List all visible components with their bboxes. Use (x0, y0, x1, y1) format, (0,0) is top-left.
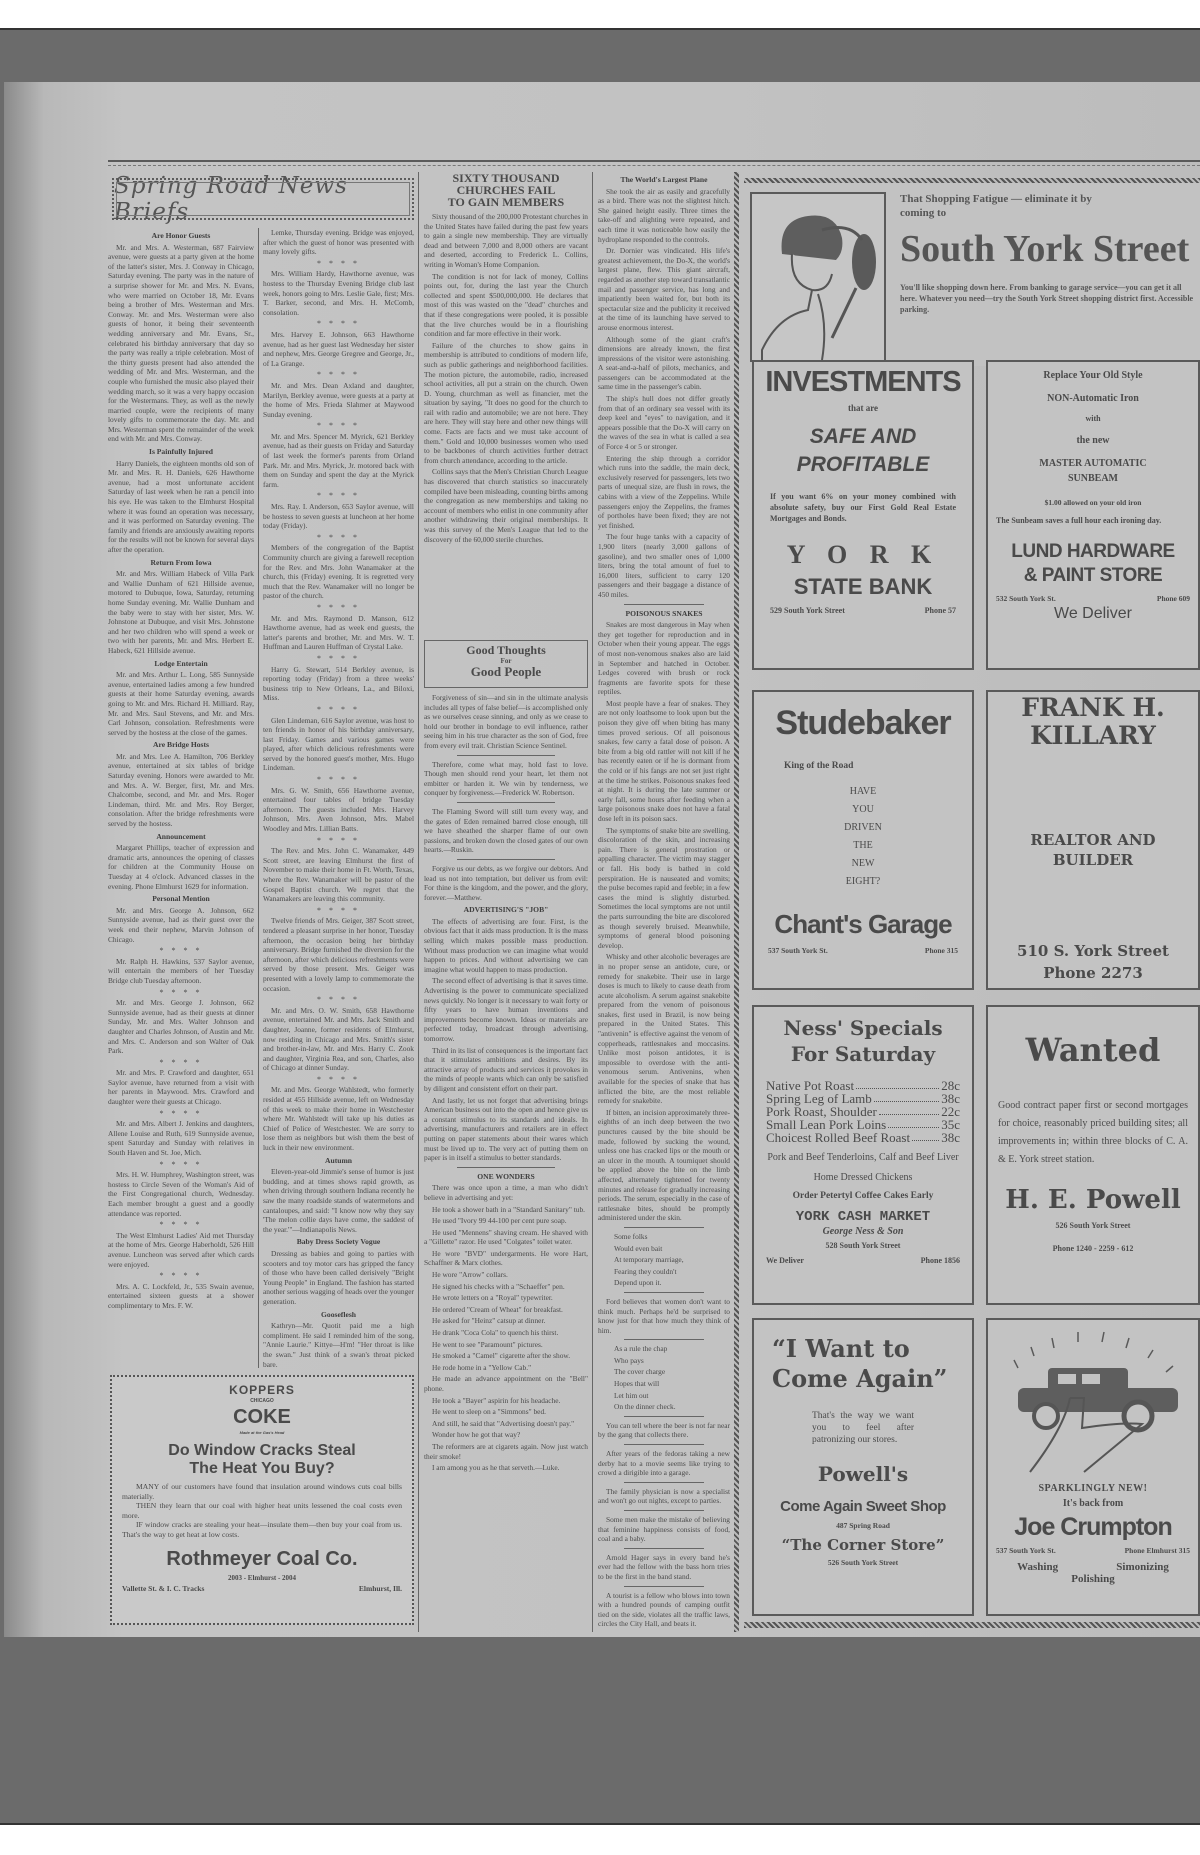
article-paragraph: The Rev. and Mrs. John C. Wanamaker, 449 Scott street, are leaving Elmhurst the first of November to make their home in Ft. Worth, Texas, where the Rev. Wanamaker will be pastor of the Gospel Baptist church. We regret that the Wanamakers are leaving this community. (263, 846, 414, 904)
crumpton-ad (986, 1318, 1200, 1616)
article-paragraph: He ordered "Cream of Wheat" for breakfast. (432, 1304, 563, 1314)
bank-name-york: Y O R K (786, 540, 940, 569)
studebaker-ad (752, 690, 974, 990)
ness-extra-2: Home Dressed Chickens (813, 1172, 913, 1183)
article-paragraph: Twelve friends of Mrs. Geiger, 387 Scott street, tendered a pleasant surprise in her honor, Tuesday afternoon, the occasion being her birthday anniversary. Bridge furnished the diversion for the afternoon, after which delicious refreshments were served by those present. Mrs. Geiger was presented with a lovely lamp to commemorate the occasion. (263, 916, 414, 993)
wanted-title: Wanted (1025, 1031, 1161, 1069)
ness-phone: Phone 1856 (920, 1256, 960, 1265)
article-paragraph: Mr. and Mrs. George A. Johnson, 662 Sunnyside avenue, had as their guest over the week end their nephew, Marvin Johnson of Chicago. (108, 905, 254, 944)
studebaker-question-word: EIGHT? (845, 876, 881, 887)
crumpton-phone: Phone Elmhurst 315 (1124, 1546, 1190, 1555)
crumpton-name: Joe Crumpton (1014, 1513, 1172, 1541)
verse-line: Hopes that will (614, 1379, 660, 1389)
woman-mirror-icon (752, 194, 884, 360)
item-name: Choicest Rolled Beef Roast (766, 1130, 911, 1145)
column-divider (258, 228, 259, 1368)
coal-paragraph: IF window cracks are stealing your heat—insulate them—then buy your coal from us. That's the way to get heat at low costs. (122, 1520, 402, 1539)
south-york-street-ad (744, 178, 1200, 366)
article-paragraph: Lemke, Thursday evening. Bridge was enjoyed, after which the guest of honor was presented with many lovely gifts. (263, 228, 414, 257)
separator-rule (624, 1292, 703, 1293)
york-state-bank-ad (752, 360, 974, 670)
separator-stars: * * * * (159, 1220, 203, 1230)
article-subhead: The World's Largest Plane (620, 175, 708, 184)
separator-stars: * * * * (159, 1057, 203, 1067)
item-price: 35c (941, 1117, 960, 1132)
studebaker-question-word: HAVE (849, 786, 877, 797)
separator-rule (624, 1227, 703, 1228)
south-york-tagline-1: That Shopping Fatigue — eliminate it by (900, 193, 1092, 205)
separator-stars: * * * * (317, 421, 360, 431)
item-name: Pork Roast, Shoulder (766, 1104, 877, 1119)
separator-stars: * * * * (159, 1159, 203, 1169)
article-subhead: Lodge Entertain (154, 658, 208, 668)
separator-stars: * * * * (317, 1074, 360, 1084)
item-price: 22c (941, 1104, 960, 1119)
article-paragraph: Entering the ship through a corridor which runs into the saddle, the main deck, exclusively reserved for passengers, lets two parts of unequal size, are flush in rows, the cabins with a view of the Zeppelins. While passengers enjoy the Zeppelins, the frames of portholes have been fixed; they are not yet finished. (598, 453, 730, 530)
separator-rule (457, 755, 555, 756)
article-paragraph: Whisky and other alcoholic beverages are in no proper sense an antidote, cure, or remedy for snakebite. Their use in large doses is much to likely to cause death from acute alcoholism. A serum against snakebite prepared from the venom of poisonous snakes, first used in Brazil, is now being prepared in the United States. This "antivenin" is effective against the venom of copperheads, rattlesnakes and moccasins. Unlike most poison antidotes, it is impossible to overdose with the anti-venomous serum. Antivenins, when available for the species of snake that has inflicted the bite, are the most reliable remedy for snakebite. (598, 952, 730, 1106)
price-row (766, 1131, 960, 1144)
south-york-tagline-2: coming to (900, 207, 947, 219)
article-paragraph: Members of the congregation of the Baptist Community church are giving a farewell reception for the Rev. and Mrs. John Wanamaker at the church, this (Friday) evening. It is regretted very much that the Rev. Wanamaker will no longer be pastor of the church. (263, 543, 414, 601)
article-paragraph: He wrote letters on a "Royal" typewriter. (432, 1293, 553, 1303)
ornamental-border (744, 178, 1200, 183)
sweet-shop-title: Come Again Sweet Shop (780, 1498, 946, 1515)
article-paragraph: Mrs. Harvey E. Johnson, 663 Hawthorne avenue, had as her guest last Wednesday her sister and nephew, Mrs. George Gregree and George, Jr., of La Grange. (263, 329, 414, 368)
article-paragraph: He made an advance appointment on the "Bell" phone. (424, 1374, 588, 1393)
dot-leader (856, 1088, 939, 1089)
article-paragraph: Mrs. William Hardy, Hawthorne avenue, was hostess to the Thursday Evening Bridge club last week, honors going to Mrs. Leslie Gale, first; Mrs. T. Barker, second, and Mrs. H. McComb, consolation. (263, 269, 414, 317)
article-paragraph: I am among you as he that serveth.—Luke. (432, 1463, 560, 1473)
article-paragraph: After years of the fedoras taking a new derby hat to a movie seems like trying to crowd a dirigible into a garage. (598, 1449, 730, 1478)
article-paragraph: And lastly, let us not forget that advertising brings American business out into the open and hence give us a constant stimulus to its standards and ideals. In advertising, manufacturers and retailers are in effect putting on paper statements about their wares which must be lived up to. The very act of putting them on paper is in itself a stimulus to better standards. (424, 1095, 588, 1163)
article-paragraph: Mr. and Mrs. George Wahlstedt, who formerly resided at 455 Hillside avenue, left on Wednesday of this week to make their home in Westchester where Mr. Wahlstedt will take up his duties as Chief of Police of Westchester. We are sorry to lose them as neighbors but wish them the best of luck in their new environment. (263, 1085, 414, 1153)
hardware-address: 532 South York St. (996, 594, 1056, 603)
coal-city: Elmhurst, Ill. (358, 1583, 402, 1593)
plane-snakes-column (598, 172, 730, 1628)
article-paragraph: He asked for "Heinz" catsup at dinner. (432, 1316, 546, 1326)
article-paragraph: He took a "Bayer" aspirin for his headache. (432, 1395, 561, 1405)
article-paragraph: Forgiveness of sin—and sin in the ultimate analysis includes all types of false belief—is accomplished only as we ourselves cease sinning, and only as we cease to hold our brother in bondage to evil influence, rather seeing him in his true character as the son of God, free from every evil trait. Christian Science Sentinel. (424, 693, 588, 750)
article-subhead: Gooseflesh (320, 1309, 356, 1319)
article-paragraph: He smoked a "Camel" cigarette after the show. (432, 1351, 571, 1361)
separator-stars: * * * * (317, 995, 360, 1005)
article-paragraph: Mr. and Mrs. Raymond D. Manson, 612 Hawthorne avenue, had as week end guests, the latter's parents and brother, Mr. and Mrs. W. T. Huffman and Lauren Huffman of Crystal Lake. (263, 613, 414, 652)
article-paragraph: And still, he said that "Advertising doesn't pay." (432, 1418, 575, 1428)
separator-rule (624, 1416, 703, 1417)
coal-paragraph: THEN they learn that our coal with higher heat units lessened the coal costs even more. (122, 1501, 402, 1520)
verse-line: Let him out (614, 1390, 649, 1400)
article-paragraph: He used "Mennens" shaving cream. He shaved with a "Gillette" razor. He used "Colgates" toilet water. (424, 1227, 588, 1247)
article-paragraph: Mr. and Mrs. O. W. Smith, 658 Hawthorne avenue, entertained Mr. and Mrs. Jack Smith and daughter, Joanne, former residents of Elmhurst, now residing in Chicago and Mrs. Smith's sister and brother-in-law, Mr. and Mrs. Harry C. Zook and daughter, Virginia Rea, and son, Charles, also of Chicago at dinner Sunday. (263, 1005, 414, 1073)
article-paragraph: The symptoms of snake bite are swelling, discoloration of the skin, and increasing pain. There is general prostration or appalling character. The victim may stagger or fall. His body is bathed in cold perspiration. He is nauseated and vomits; the pulse becomes rapid and feeble; in a few cases the mind is slightly disturbed. Sometimes the local symptoms are not until the parts surrounding the bite are discolored as though severely bruised. Meanwhile, symptoms of general blood poisoning develop. (598, 825, 730, 950)
studebaker-dealer: Chant's Garage (774, 909, 952, 939)
bank-name-state-bank: STATE BANK (793, 574, 933, 599)
separator-rule (457, 1167, 555, 1168)
article-subhead: ADVERTISING'S "JOB" (463, 905, 549, 915)
separator-rule (624, 1482, 703, 1483)
article-paragraph: He drank "Coca Cola" to quench his thirst. (432, 1328, 559, 1338)
wanted-name: H. E. Powell (1005, 1185, 1181, 1215)
hardware-body: The Sunbeam saves a full hour each ironing day. (996, 516, 1162, 525)
article-paragraph: He wore "BVD" undergarments. He wore Hart, Schaffner & Marx clothes. (424, 1248, 588, 1268)
article-paragraph: Mrs. G. W. Smith, 656 Hawthorne avenue, entertained four tables of bridge Tuesday afternoon. The guests included Mrs. Harvey Johnson, Mrs. Aven Johnson, Mrs. Mabel Woodley and Mrs. Lillian Batts. (263, 785, 414, 834)
article-paragraph: Sixty thousand of the 200,000 Protestant churches in the United States have failed during the past few years to gain a single new membership. They are virtually dead and between 7,000 and 8,000 others are vacant and deserted, according to Frederick L. Collins, writing in Woman's Home Companion. (424, 212, 588, 269)
good-thoughts-title-1: Good Thoughts (466, 643, 546, 657)
verse-line: At temporary marriage, (614, 1255, 684, 1265)
sweet-shop-quote-2: Come Again” (772, 1364, 948, 1393)
ness-store-name: YORK CASH MARKET (795, 1209, 931, 1225)
hardware-line-6: SUNBEAM (1067, 473, 1118, 484)
verse-line: Who pays (614, 1355, 644, 1365)
crumpton-line-1: SPARKLINGLY NEW! (1038, 1483, 1148, 1494)
article-subhead: Personal Mention (152, 894, 210, 904)
verse-line: On the dinner check. (614, 1402, 676, 1412)
article-paragraph: Harry G. Stewart, 514 Berkley avenue, is reporting today (Friday) from a three weeks' business trip to New Orleans, La., and Biloxi, Miss. (263, 664, 414, 703)
coal-address: Vallette St. & I. C. Tracks (122, 1583, 205, 1593)
coal-advertisement (110, 1375, 414, 1625)
dot-leader (874, 1101, 939, 1102)
verse-line: Would even bait (614, 1243, 663, 1253)
dot-leader (888, 1127, 939, 1128)
separator-rule (457, 859, 555, 860)
article-paragraph: Mr. and Mrs. Lee A. Hamilton, 706 Berkley avenue, entertained at six tables of bridge Saturday evening. Honors were awarded to Mr. and Mrs. A. W. Berger, first, Mr. and Mrs. Chalcombe, second, and Mr. and Mrs. Roger Lindeman, third. Mr. and Mrs. Roy Berger, consolation. After the bridge refreshments were served by the hostess. (108, 751, 254, 829)
verse-line: Depend upon it. (614, 1278, 662, 1288)
studebaker-question-word: YOU (852, 804, 874, 815)
article-paragraph: Mr. Ralph H. Hawkins, 537 Saylor avenue, will entertain the members of her Tuesday Bridge club Tuesday afternoon. (108, 956, 254, 985)
article-paragraph: Third in its list of consequences is the important fact that it stimulates ambitions and desires. By its attractive array of products and services it provokes in the minds of people wants which can only be satisfied by diligent and consistent effort on their part. (424, 1045, 588, 1093)
ness-deliver: We Deliver (766, 1256, 804, 1265)
verse-line: The cover charge (614, 1367, 666, 1377)
separator-rule (624, 1444, 703, 1445)
section-title: Spring Road News Briefs (114, 173, 348, 225)
killary-name-1: FRANK H. (1021, 693, 1165, 722)
article-paragraph: The family physician is now a specialist and won't go out nights, except to parties. (598, 1486, 730, 1506)
article-paragraph: Mr. and Mrs. Arthur L. Long, 585 Sunnyside avenue, entertained ladies among a few hundred guests at their home Saturday evening, awards going to Mr. and Mrs. Richard H. Milliard. Ray, Mr. and Mrs. Saul Stevens, and Mr. and Mrs. Carl Johnson, consolation. Refreshments were served by the hostess at the close of the games. (108, 670, 254, 737)
article-paragraph: The West Elmhurst Ladies' Aid met Thursday at the home of Mrs. George Haberholdt, 526 Hill avenue. Luncheon was served after which cards were enjoyed. (108, 1230, 254, 1269)
article-subhead: Are Honor Guests (151, 231, 211, 240)
article-paragraph: Although some of the giant craft's dimensions are already known, the first impressions of the visitor were astonishing. A seat-and-a-half of pilots, mechanics, and passengers can be accommodated at the same time in the passenger's cabin. (598, 334, 730, 392)
verse-line: As a rule the chap (614, 1344, 668, 1354)
dot-leader (912, 1140, 939, 1141)
hardware-offer: $1.00 allowed on your old iron (1044, 498, 1142, 507)
hardware-line-5: MASTER AUTOMATIC (1039, 458, 1147, 469)
studebaker-tagline: King of the Road (784, 761, 854, 771)
item-price: 38c (941, 1130, 960, 1145)
dot-leader (879, 1114, 939, 1115)
crumpton-service-polishing: Polishing (1071, 1573, 1115, 1585)
article-paragraph: Some men make the mistake of believing that feminine happiness consists of food, coal and a baby. (598, 1515, 730, 1544)
hardware-phone: Phone 609 (1156, 594, 1190, 603)
news-column-left-b (263, 228, 414, 1368)
bank-phone: Phone 57 (924, 606, 956, 615)
separator-stars: * * * * (317, 370, 360, 380)
separator-stars: * * * * (317, 653, 360, 663)
article-paragraph: He wore "Arrow" collars. (432, 1270, 508, 1280)
south-york-body: You'll like shopping down here. From banking to garage service—you can get it all here. Whatever you need—try the South York Street shopping district first. Accessible parking. (900, 283, 1194, 314)
article-paragraph: Therefore, come what may, hold fast to love. Though men should rend your heart, let them not embitter or harden it. We win by tenderness, we conquer by forgiveness.—Frederick W. Robertson. (424, 759, 588, 798)
killary-ad (986, 690, 1200, 990)
crumpton-service-washing: Washing (1017, 1561, 1059, 1573)
article-paragraph: Wonder how he got that way? (432, 1430, 521, 1440)
article-paragraph: Forgive us our debts, as we forgive our debtors. And lead us not into temptation, but deliver us from evil: For thine is the kingdom, and the power, and the glory, forever.—Matthew. (424, 863, 588, 902)
article-paragraph: The four huge tanks with a capacity of 1,900 liters (nearly 3,000 gallons of gasoline), and two smaller ones of 1,000 liters, bring the total amount of fuel to 16,000 liters, sufficient to carry 120 passengers and their baggage a distance of 450 miles. (598, 532, 730, 599)
sweet-shop-store-2: “The Corner Store” (781, 1536, 945, 1554)
article-paragraph: The Flaming Sword will still turn every way, and the gates of Eden remained barred close enough, till we have sheathed the sharper flame of our own passions, and broken down the closed gates of our own hearts.—Ruskin. (424, 806, 588, 855)
separator-stars: * * * * (317, 775, 360, 785)
article-paragraph: He went to sleep on a "Simmons" bed. (432, 1407, 547, 1417)
studebaker-question-word: NEW (851, 858, 875, 869)
article-paragraph: Snakes are most dangerous in May when they get together for reproduction and in October when their young appear. The eggs of most non-venomous snakes also are laid in September and hatched in October. Ledges covered with brush or rock fragments are favorite spots for these reptiles. (598, 620, 730, 697)
bank-profitable: PROFITABLE (796, 453, 930, 476)
sweet-shop-ad (752, 1318, 974, 1616)
koppers-logo-top: KOPPERS (229, 1383, 295, 1397)
separator-stars: * * * * (317, 258, 360, 268)
separator-rule (624, 1510, 703, 1511)
article-paragraph: The ship's hull does not differ greatly from that of an ordinary sea vessel with its deep keel and "eyes" to navigation, and it appears possible that the Do-X will carry on the waves of the sea in what is called a sea of Force 4 or 5 or stronger. (598, 394, 730, 452)
article-paragraph: She took the air as easily and gracefully as a bird. There was not the slightest hitch. She gained height easily. Three times the take-off and alighting were repeated, and each time it was noticeable how easily the hydroplane responded to the controls. (598, 186, 730, 244)
article-subhead: POISONOUS SNAKES (625, 608, 703, 618)
article-paragraph: Dr. Dornier was vindicated. His life's greatest achievement, the Do-X, the world's largest plane, flew. This giant aircraft, regarded as another step toward transatlantic mail and passenger service, has long and impatiently been waited for, but both its spectacular size and the publicity it received at the time of its launching have served to arouse enormous interest. (598, 246, 730, 332)
article-paragraph: He rode home in a "Yellow Cab." (432, 1362, 532, 1372)
item-price: 38c (941, 1091, 960, 1106)
separator-stars: * * * * (317, 491, 360, 501)
churches-headline-1: SIXTY THOUSAND (452, 172, 560, 185)
hardware-line-3: with (1085, 414, 1101, 423)
wanted-body: Good contract paper first or second mortgages for choice, reasonably priced building sites; all improvements in; within three blocks of C. A. & E. York street station. (998, 1100, 1188, 1165)
ness-title-1: Ness' Specials (783, 1016, 943, 1040)
separator-stars: * * * * (317, 835, 360, 845)
sweet-shop-body: That's the way we want you to feel after patronizing our stores. (812, 1411, 914, 1445)
ness-title-2: For Saturday (790, 1042, 936, 1066)
studebaker-question-word: THE (853, 840, 873, 851)
good-thoughts-title-2: For (500, 657, 512, 665)
article-paragraph: Mr. and Mrs. Spencer M. Myrick, 621 Berkley avenue, had as their guests on Friday and Saturday of last week the former's parents from Orland Park. Mr. and Mrs. Myrick, Jr. motored back with them on Sunday and spent the day at the Myrick farm. (263, 431, 414, 489)
ornamental-border (744, 1622, 1200, 1628)
ness-extra-1: Pork and Beef Tenderloins, Calf and Beef Liver (767, 1152, 959, 1163)
ness-specials-ad (752, 1005, 974, 1305)
killary-role-2: BUILDER (1052, 851, 1134, 869)
sweet-shop-quote-1: “I Want to (772, 1334, 910, 1363)
article-paragraph: He went to see "Paramount" pictures. (432, 1339, 543, 1349)
article-paragraph: Mr. and Mrs. Albert J. Jenkins and daughters, Allene Louise and Ruth, 619 Sunnyside avenue, spent Saturday and Sunday with relatives in South Haven and St. Joe, Mich. (108, 1119, 254, 1158)
article-paragraph: Mrs. A. C. Lockfeld, Jr., 535 Swain avenue, entertained sixteen guests at a shower complimentary to Mrs. F. W. (108, 1281, 254, 1310)
killary-name-2: KILLARY (1030, 721, 1156, 750)
article-paragraph: Most people have a fear of snakes. They are not only loathsome to look upon but the poison they give off when biting has many times proved serious. Of all poisonous snakes, few carry a fatal dose of poison. A bite from a big old rattler will not kill if he has recently eaten or if he is dormant from the cold or if his fangs are not set just right at the time he strikes. Poisonous snakes feed at night. It is during the late summer or early fall, some hours after feeding when a large poisonous snake does not have a fatal dose left in its poison sacs. (598, 698, 730, 823)
hardware-deliver: We Deliver (1054, 605, 1132, 622)
separator-rule (624, 604, 703, 605)
article-paragraph: Arnold Hager says in every band he's ever had the fellow with the bass horn tries to be the first in the band stand. (598, 1552, 730, 1581)
crumpton-address: 537 South York St. (996, 1546, 1056, 1555)
article-paragraph: Mr. and Mrs. P. Crawford and daughter, 651 Saylor avenue, have returned from a visit with her parents in Maywood. Mrs. Crawford and daughter were their guests at Chicago. (108, 1068, 254, 1107)
article-paragraph: The condition is not for lack of money, Collins points out, for, during the last year the Church collected and spent $500,000,000. He declares that most of this was wasted on the "dead" churches and that if these congregations were pooled, it is possible that the live churches would be in a flourishing condition and far more effective in their work. (424, 271, 588, 339)
article-paragraph: Dressing as babies and going to parties with scooters and toy motor cars has gripped the fancy of those who have been called derisively "Bright Young People" in England. The fashion has started another serious wagging of heads over the younger generation. (263, 1248, 414, 1306)
article-paragraph: He took a shower bath in a "Standard Sanitary" tub. (432, 1204, 585, 1214)
studebaker-question (754, 783, 972, 891)
item-name: Small Lean Pork Loins (766, 1117, 887, 1132)
article-paragraph: The effects of advertising are four. First, is the obvious fact that it aids mass production. It is the mass selling which makes possible mass production. Without mass production we can imagine what would happen to prices. And without advertising we can imagine what would happen to mass production. (424, 916, 588, 974)
article-paragraph: Failure of the churches to show gains in membership is attributed to conditions of modern life, such as public gatherings and neighborhood facilities. The motion picture, the automobile, radio, increased school activities, all put a strain on the church. Owen D. Young, churchman as well as financier, met the situation by saying, "It does no good for the church to rail with radio and automobile; we are not here. They are here. They will stay here and other new things will come. Facts are facts and we must take account of them." Gold and 10,000 businesses women who used to be backbones of church activities further detract from church attendance, according to the article. (424, 340, 588, 465)
killary-phone: Phone 2273 (1043, 964, 1143, 982)
coke-logo: COKE (233, 1406, 291, 1428)
article-paragraph: Glen Lindeman, 616 Saylor avenue, was host to ten friends in honor of his birthday anniversary, last Friday. Games and various games were played, after which delicious refreshments were served by the honored guest's mother, Mrs. Hugo Lindeman. (263, 715, 414, 773)
lund-hardware-ad (986, 360, 1200, 670)
article-paragraph: Mr. and Mrs. William Habeck of Villa Park and Wallie Dunham of 621 Hillside avenue, motored to Dubuque, Iowa, Saturday, returning home Sunday evening. Mr. Wallie Dunham and the baby were to stay with her sister, Mrs. W. Johnstone at Dubuque, and visit Mrs. Johnstone and her two children who will spend a week or two with her parents, Mr. and Mrs. Herbert E. Habeck, 621 Hillside avenue. (108, 569, 254, 655)
separator-stars: * * * * (159, 987, 203, 997)
separator-stars: * * * * (159, 1108, 203, 1118)
separator-stars: * * * * (159, 946, 203, 956)
article-paragraph: Eleven-year-old Jimmie's sense of humor is just budding, and at times shows rapid growth, as when driving through southern Indiana recently he saw the many roadside stands of watermelons and cantaloupes, and said: "I know now why they say 'The melon collie days have come, the saddest of the year.'"—Indianapolis News. (263, 1167, 414, 1234)
article-paragraph: Mrs. H. W. Humphrey, Washington street, was hostess to Circle Seven of the Woman's Aid of the First Congregational church, Wednesday. Each member brought a guest and a goodly attendance was reported. (108, 1170, 254, 1218)
sweet-shop-address-1: 487 Spring Road (836, 1521, 890, 1530)
killary-address: 510 S. York Street (1017, 942, 1169, 960)
article-subhead: Baby Dress Society Vogue (296, 1237, 381, 1247)
article-paragraph: He signed his checks with a "Schaeffer" pen. (432, 1281, 565, 1291)
car-in-hand-icon (998, 1328, 1188, 1478)
sweet-shop-name: Powell's (817, 1462, 909, 1486)
bank-subline: that are (847, 403, 879, 413)
coal-company: Rothmeyer Coal Co. (166, 1547, 358, 1570)
article-paragraph: The reformers are at cigarets again. Now just watch their smoke! (424, 1441, 588, 1461)
item-price: 28c (941, 1078, 960, 1093)
ness-extra-3: Order Petertyl Coffee Cakes Early (792, 1191, 934, 1201)
separator-stars: * * * * (317, 532, 360, 542)
studebaker-address: 537 South York St. (768, 946, 828, 955)
churches-headline-2: CHURCHES FAIL (456, 183, 556, 197)
article-paragraph: Ford believes that women don't want to think much. Perhaps he'd be surprised to know just for that how much they think of him. (598, 1296, 730, 1335)
article-paragraph: Mrs. Ray. I. Anderson, 653 Saylor avenue, will be hostess to seven guests at luncheon at her home today (Friday). (263, 502, 414, 531)
article-subhead: Announcement (156, 831, 206, 841)
hardware-line-4: the new (1076, 435, 1110, 446)
ness-address: 528 South York Street (825, 1241, 901, 1250)
article-subhead: ONE WONDERS (477, 1171, 535, 1181)
column-divider (592, 172, 593, 1632)
middle-column-lower (424, 693, 588, 1628)
separator-stars: * * * * (317, 319, 360, 329)
hardware-line-2: NON-Automatic Iron (1047, 393, 1139, 404)
article-paragraph: The second effect of advertising is that it saves time. Advertising is the power to communicate specialized news quickly. No longer is it necessary to wait forty or fifty years to have human inventions and improvements become known. Ideas or materials are perfected today, broadcast through advertising, tomorrow. (424, 976, 588, 1043)
article-paragraph: You can tell where the beer is not far near by the gang that collects there. (598, 1420, 730, 1440)
separator-stars: * * * * (317, 704, 360, 714)
hardware-name-1: LUND HARDWARE (1011, 541, 1175, 562)
separator-rule (624, 1586, 703, 1587)
coal-body (112, 1478, 412, 1540)
coal-headline-2: The Heat You Buy? (189, 1460, 335, 1477)
column-divider (418, 172, 419, 1632)
coal-phones: 2003 - Elmhurst - 2004 (227, 1573, 297, 1582)
woman-with-mirror-illustration (750, 192, 886, 362)
item-name: Native Pot Roast (766, 1078, 855, 1093)
separator-rule (624, 1548, 703, 1549)
coke-logo-tagline: Made at the Gas's Head (239, 1430, 285, 1435)
verse-line: Fearing they couldn't (614, 1266, 677, 1276)
separator-stars: * * * * (317, 905, 360, 915)
wanted-address: 526 South York Street (1055, 1221, 1131, 1230)
article-paragraph: A tourist is a fellow who blows into town with a hundred pounds of camping outfit tied on the side, violates all the traffic laws, circles the City Hall, and beats it. (598, 1590, 730, 1628)
article-paragraph: There was once upon a time, a man who didn't believe in advertising and yet: (424, 1183, 588, 1202)
bank-body: If you want 6% on your money combined with absolute safety, buy our First Gold Real Estate Mortgages and Bonds. (770, 492, 956, 523)
south-york-title: South York Street (900, 228, 1190, 270)
ness-price-list (754, 1067, 972, 1144)
studebaker-phone: Phone 315 (924, 946, 958, 955)
churches-headline-3: TO GAIN MEMBERS (447, 195, 565, 209)
separator-rule (457, 802, 555, 803)
separator-rule (624, 1339, 703, 1340)
top-column-rule (108, 160, 1200, 166)
bank-safe: SAFE AND (809, 425, 917, 448)
article-paragraph: Harry Daniels, the eighteen months old son of Mr. and Mrs. R. H. Daniels, 626 Hawthorne avenue, had a most unfortunate accident Saturday of last week when he ran a pencil into his eye. He was taken to the Elmhurst Hospital where it was found an operation was necessary, and it was performed on Saturday evening. The family and friends are anxiously awaiting reports for the results will not be known for several days after the operation. (108, 458, 254, 554)
article-subhead: Autumn (324, 1155, 352, 1165)
wanted-phone: Phone 1240 - 2259 - 612 (1052, 1244, 1134, 1253)
article-paragraph: Mr. and Mrs. George J. Johnson, 662 Sunnyside avenue, had as their guests at dinner Sunday, Mr. and Mrs. Walter Johnson and daughter and Charles Johnson, of Austin and Mr. and Mrs. C. Anderson and son Walter of Oak Park. (108, 998, 254, 1056)
article-paragraph: Kathryn—Mr. Quotit paid me a high compliment. He said I reminded him of the song, "Annie Laurie." Kittye—H'm! "Her throat is like the swan." Just think of a swan's throat picked bare. (263, 1321, 414, 1368)
sweet-shop-address-2: 526 South York Street (827, 1558, 899, 1567)
article-subhead: Is Painfully Injured (148, 447, 213, 457)
verse-line: Some folks (614, 1231, 648, 1241)
article-paragraph: Margaret Phillips, teacher of expression and dramatic arts, announces the opening of classes for children at the Community House on Tuesday at 4 o'clock. Advanced classes in the evening. Phone Elmhurst 1629 for information. (108, 843, 254, 891)
crumpton-service-simonizing: Simonizing (1116, 1561, 1169, 1573)
studebaker-question-word: DRIVEN (844, 822, 882, 833)
koppers-logo-city: CHICAGO (250, 1398, 274, 1404)
article-paragraph: If bitten, an incision approximately three-eighths of an inch deep between the two punctures caused by the bite should be made, followed by sucking the wound, unless one has cracked lips or the mouth or an ulcer in the mouth. A tourniquet should be applied above the bite on the limb affected, alternately tightened for twenty minutes and release for gradually increasing periods. The serum, especially in the case of rattlesnake bites, should be promptly administered under the skin. (598, 1107, 730, 1223)
separator-stars: * * * * (317, 602, 360, 612)
studebaker-brand: Studebaker (775, 704, 951, 742)
separator-stars: * * * * (159, 1271, 203, 1281)
item-name: Spring Leg of Lamb (766, 1091, 872, 1106)
ness-owner: George Ness & Son (822, 1226, 904, 1237)
good-thoughts-title-3: Good People (470, 664, 542, 679)
news-column-left-a (108, 228, 254, 1368)
churches-article (424, 172, 588, 612)
article-paragraph: Mr. and Mrs. Dean Axland and daughter, Marilyn, Berkley avenue, were guests at a party at the home of Mrs. Frieda Slahmer at Maywood Sunday evening. (263, 380, 414, 419)
bank-address: 529 South York Street (770, 606, 845, 615)
hardware-name-2: & PAINT STORE (1023, 565, 1163, 586)
article-paragraph: Mr. and Mrs. A. Westerman, 687 Fairview avenue, were guests at a party given at the home of the latter's sister, Mrs. J. Conway in Chicago, Saturday evening. The party was in the nature of a surprise shower for Mr. and Mrs. N. Evans, who were married on October 18, Mr. Evans being a brother of Mrs. Westerman and Mrs. Conway. Mr. and Mrs. Westerman were also guests of honor, it being their seventeenth wedding anniversary and Mr. Evans, Sr., celebrated his birthday anniversary that day so the party was really a triple celebration. Most of the thirty guests present had also attended the wedding of Mr. and Mrs. Westerman, and the couple who furnished the music also played their wedding march, so it was a very happy occasion for the Westermans. They, as well as the newly married couple, were the recipients of many lovely gifts to commemorate the day. Mr. and Mrs. Westerman spent the remainder of the week end with Mr. and Mrs. Conway. (108, 242, 254, 444)
killary-role-1: REALTOR AND (1030, 831, 1156, 849)
section-masthead (112, 173, 414, 225)
wanted-ad (986, 1005, 1200, 1305)
article-subhead: Return From Iowa (150, 557, 212, 567)
bank-headline: INVESTMENTS (765, 366, 961, 398)
article-paragraph: Collins says that the Men's Christian Church League has discovered that church statistics so inaccurately compiled have been misleading, counting births among the congregation as new memberships and taking no account of members who enlist in one community after another withdrawing their original memberships. It was this survey of the Men's League that led to the discovery of the 60,000 sterile churches. (424, 467, 588, 544)
hardware-line-1: Replace Your Old Style (1043, 370, 1143, 381)
ornamental-border (734, 172, 739, 1632)
article-paragraph: He used "Ivory 99 44-100 per cent pure soap. (432, 1216, 567, 1226)
good-thoughts-box (424, 640, 588, 688)
crumpton-line-2: It's back from (1062, 1498, 1124, 1509)
coal-headline-1: Do Window Cracks Steal (168, 1442, 356, 1459)
article-subhead: Are Bridge Hosts (153, 740, 209, 750)
coal-paragraph: MANY of our customers have found that insulation around windows cuts coal bills materially. (122, 1482, 402, 1501)
